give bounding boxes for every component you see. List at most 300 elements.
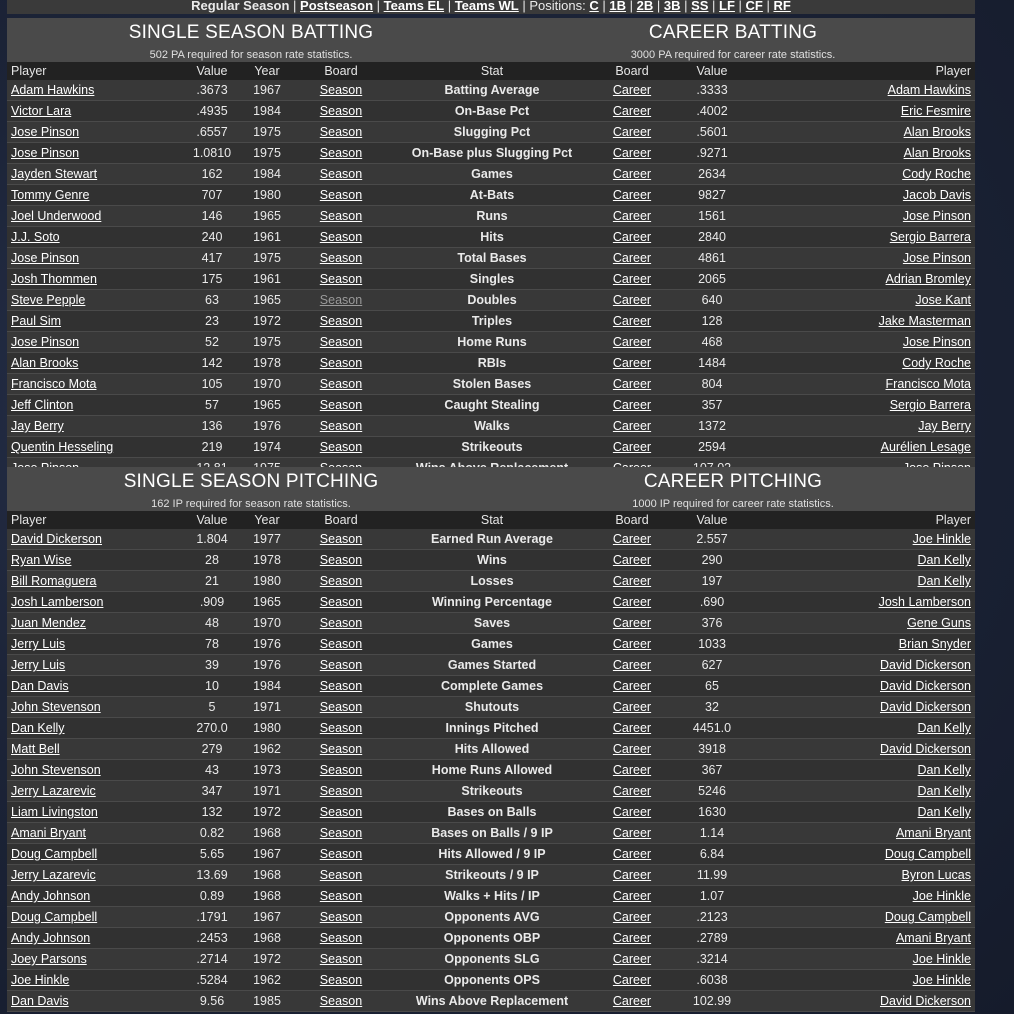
season-year: 1973 [247, 760, 287, 781]
season-player-link[interactable]: John Stevenson [11, 763, 101, 777]
career-board-link[interactable]: Career [612, 595, 652, 609]
career-board-link[interactable]: Career [612, 973, 652, 987]
season-year: 1976 [247, 416, 287, 437]
season-board-cell [287, 227, 395, 248]
career-player-link[interactable]: David Dickerson [879, 742, 971, 756]
season-board-link[interactable]: Season [319, 868, 363, 882]
table-row [7, 353, 975, 374]
season-board-cell [287, 697, 395, 718]
stat-name: Bases on Balls / 9 IP [395, 823, 589, 844]
season-player-link[interactable]: Tommy Genre [11, 188, 90, 202]
season-board-cell [287, 164, 395, 185]
season-value: 105 [177, 374, 247, 395]
season-player-link[interactable]: Adam Hawkins [11, 83, 95, 97]
season-board-link[interactable]: Season [319, 335, 363, 349]
season-board-cell [287, 332, 395, 353]
career-value: 1372 [675, 416, 749, 437]
career-board-link[interactable]: Career [612, 188, 652, 202]
career-board-link[interactable]: Career [612, 910, 652, 924]
season-value: 10 [177, 676, 247, 697]
table-row [7, 185, 975, 206]
table-row [7, 655, 975, 676]
season-player-cell [7, 290, 177, 311]
season-player-link[interactable]: Quentin Hesseling [11, 440, 114, 454]
season-board-link[interactable]: Season [319, 293, 363, 307]
season-board-link[interactable]: Season [319, 931, 363, 945]
career-player-link[interactable]: Amani Bryant [895, 931, 971, 945]
career-player-link[interactable]: Dan Kelly [917, 763, 971, 777]
career-player-link[interactable]: David Dickerson [879, 658, 971, 672]
career-player-link[interactable]: Doug Campbell [884, 910, 971, 924]
header-season-board: Board [287, 511, 395, 529]
career-board-link[interactable]: Career [612, 335, 652, 349]
season-board-cell [287, 781, 395, 802]
season-board-link[interactable]: Season [319, 658, 363, 672]
career-player-link[interactable]: Jacob Davis [902, 188, 971, 202]
career-value: .5601 [675, 122, 749, 143]
career-board-link[interactable]: Career [612, 805, 652, 819]
season-board-cell [287, 739, 395, 760]
career-player-link[interactable]: Dan Kelly [917, 574, 971, 588]
season-player-link[interactable]: Dan Kelly [11, 721, 65, 735]
season-player-link[interactable]: Juan Mendez [11, 616, 87, 630]
career-board-link[interactable]: Career [612, 616, 652, 630]
season-value: 279 [177, 739, 247, 760]
season-board-link[interactable]: Season [319, 763, 363, 777]
career-board-link[interactable]: Career [612, 146, 652, 160]
season-year: 1967 [247, 844, 287, 865]
season-board-link[interactable]: Season [319, 679, 363, 693]
season-player-cell [7, 907, 177, 928]
season-player-link[interactable]: Doug Campbell [11, 910, 98, 924]
season-year: 1972 [247, 802, 287, 823]
career-player-link[interactable]: Amani Bryant [895, 826, 971, 840]
season-player-link[interactable]: Joel Underwood [11, 209, 102, 223]
career-player-cell [749, 634, 975, 655]
season-player-cell [7, 143, 177, 164]
season-board-link[interactable]: Season [319, 356, 363, 370]
season-year: 1975 [247, 248, 287, 269]
career-board-link[interactable]: Career [612, 251, 652, 265]
season-player-cell [7, 928, 177, 949]
career-player-cell [749, 760, 975, 781]
season-board-cell [287, 970, 395, 991]
season-player-cell [7, 164, 177, 185]
career-player-link[interactable]: David Dickerson [879, 994, 971, 1008]
stat-name: Home Runs [395, 332, 589, 353]
career-player-cell [749, 613, 975, 634]
season-value: .4935 [177, 101, 247, 122]
nav-link-teams-wl[interactable]: Teams WL [454, 0, 519, 13]
career-player-cell [749, 227, 975, 248]
career-board-link[interactable]: Career [612, 700, 652, 714]
table-row [7, 718, 975, 739]
career-board-link[interactable]: Career [612, 209, 652, 223]
career-board-link[interactable]: Career [612, 553, 652, 567]
career-board-link[interactable]: Career [612, 952, 652, 966]
season-batting-requirement: 502 PA required for season rate statistics. [149, 49, 353, 61]
season-value: 39 [177, 655, 247, 676]
career-board-link[interactable]: Career [612, 658, 652, 672]
career-board-link[interactable]: Career [612, 377, 652, 391]
career-player-link[interactable]: Jay Berry [918, 419, 971, 433]
position-link-cf[interactable]: CF [745, 0, 763, 13]
career-board-link[interactable]: Career [612, 868, 652, 882]
career-board-link[interactable]: Career [612, 125, 652, 139]
table-row [7, 395, 975, 416]
season-value: 347 [177, 781, 247, 802]
table-row [7, 928, 975, 949]
season-value: .3673 [177, 80, 247, 101]
career-board-cell [589, 550, 675, 571]
season-player-link[interactable]: Amani Bryant [11, 826, 87, 840]
season-board-link[interactable]: Season [319, 104, 363, 118]
career-board-link[interactable]: Career [612, 314, 652, 328]
season-player-link[interactable]: Jerry Lazarevic [11, 784, 96, 798]
pitching-column-headers [7, 511, 975, 529]
career-board-link[interactable]: Career [612, 104, 652, 118]
career-player-link[interactable]: David Dickerson [879, 700, 971, 714]
season-player-link[interactable]: Joe Hinkle [11, 973, 70, 987]
header-season-board: Board [287, 62, 395, 80]
season-player-link[interactable]: Liam Livingston [11, 805, 98, 819]
position-link-ss[interactable]: SS [691, 0, 709, 13]
career-board-link[interactable]: Career [612, 742, 652, 756]
season-player-link[interactable]: Jerry Lazarevic [11, 868, 96, 882]
season-board-link[interactable]: Season [319, 910, 363, 924]
season-player-link[interactable]: Jerry Luis [11, 658, 66, 672]
season-board-link[interactable]: Season [319, 847, 363, 861]
table-row [7, 248, 975, 269]
career-player-cell [749, 802, 975, 823]
season-board-link[interactable]: Season [319, 146, 363, 160]
career-player-link[interactable]: Jake Masterman [878, 314, 971, 328]
career-value: 2.557 [675, 529, 749, 550]
position-link-2b[interactable]: 2B [636, 0, 654, 13]
season-board-link[interactable]: Season [319, 314, 363, 328]
season-board-link[interactable]: Season [319, 826, 363, 840]
season-value: 63 [177, 290, 247, 311]
stat-name: Opponents OBP [395, 928, 589, 949]
nav-separator: | [518, 0, 530, 13]
career-player-link[interactable]: Eric Fesmire [900, 104, 971, 118]
season-board-link[interactable]: Season [319, 419, 363, 433]
career-player-link[interactable]: Jose Pinson [902, 209, 971, 223]
stat-name: Innings Pitched [395, 718, 589, 739]
position-link-3b[interactable]: 3B [663, 0, 681, 13]
career-board-link[interactable]: Career [612, 889, 652, 903]
career-board-link[interactable]: Career [612, 419, 652, 433]
career-player-link[interactable]: Alan Brooks [903, 125, 971, 139]
career-player-link[interactable]: Brian Snyder [898, 637, 971, 651]
season-player-link[interactable]: John Stevenson [11, 700, 101, 714]
career-player-link[interactable]: Francisco Mota [885, 377, 971, 391]
career-board-link[interactable]: Career [612, 272, 652, 286]
career-board-link[interactable]: Career [612, 931, 652, 945]
career-board-link[interactable]: Career [612, 83, 652, 97]
season-board-link[interactable]: Season [319, 973, 363, 987]
career-player-cell [749, 143, 975, 164]
season-player-cell [7, 248, 177, 269]
season-board-link[interactable]: Season [319, 230, 363, 244]
career-player-link[interactable]: Gene Guns [907, 616, 971, 630]
season-board-link[interactable]: Season [319, 721, 363, 735]
season-board-link[interactable]: Season [319, 889, 363, 903]
career-player-link[interactable]: Jose Pinson [902, 335, 971, 349]
season-player-cell [7, 437, 177, 458]
stat-name: Batting Average [395, 80, 589, 101]
career-player-link[interactable]: Adam Hawkins [887, 83, 971, 97]
career-player-link[interactable]: Doug Campbell [884, 847, 971, 861]
career-board-link[interactable]: Career [612, 721, 652, 735]
season-player-link[interactable]: Ryan Wise [11, 553, 72, 567]
career-board-link[interactable]: Career [612, 440, 652, 454]
career-player-link[interactable]: Jose Pinson [902, 251, 971, 265]
career-value: 1561 [675, 206, 749, 227]
career-player-link[interactable]: Cody Roche [902, 356, 971, 370]
season-player-cell [7, 571, 177, 592]
career-pitching-title: CAREER PITCHING [643, 471, 823, 492]
career-board-link[interactable]: Career [612, 763, 652, 777]
season-value: 28 [177, 550, 247, 571]
career-board-link[interactable]: Career [612, 784, 652, 798]
career-player-link[interactable]: David Dickerson [879, 679, 971, 693]
stat-name: Opponents SLG [395, 949, 589, 970]
season-year: 1978 [247, 550, 287, 571]
season-board-link[interactable]: Season [319, 251, 363, 265]
career-board-cell [589, 655, 675, 676]
season-board-cell [287, 269, 395, 290]
nav-link-postseason[interactable]: Postseason [300, 0, 374, 13]
stat-name: On-Base Pct [395, 101, 589, 122]
career-board-cell [589, 206, 675, 227]
season-player-link[interactable]: Steve Pepple [11, 293, 86, 307]
season-player-link[interactable]: Jose Pinson [11, 335, 80, 349]
career-board-cell [589, 311, 675, 332]
career-value: 65 [675, 676, 749, 697]
season-value: .1791 [177, 907, 247, 928]
nav-item-regular-season: Regular Season [191, 0, 290, 13]
season-board-link[interactable]: Season [319, 742, 363, 756]
season-year: 1970 [247, 374, 287, 395]
career-board-link[interactable]: Career [612, 574, 652, 588]
season-player-cell [7, 802, 177, 823]
season-board-link[interactable]: Season [319, 377, 363, 391]
career-board-link[interactable]: Career [612, 847, 652, 861]
career-board-link[interactable]: Career [612, 637, 652, 651]
season-board-link[interactable]: Season [319, 574, 363, 588]
season-player-link[interactable]: Andy Johnson [11, 931, 91, 945]
career-value: 1033 [675, 634, 749, 655]
career-player-link[interactable]: Byron Lucas [901, 868, 971, 882]
season-year: 1968 [247, 928, 287, 949]
season-value: 132 [177, 802, 247, 823]
season-player-cell [7, 101, 177, 122]
season-player-link[interactable]: Francisco Mota [11, 377, 97, 391]
career-board-link[interactable]: Career [612, 679, 652, 693]
season-year: 1967 [247, 907, 287, 928]
season-player-link[interactable]: Dan Davis [11, 994, 69, 1008]
career-player-link[interactable]: Alan Brooks [903, 146, 971, 160]
season-board-link[interactable]: Season [319, 398, 363, 412]
season-year: 1968 [247, 865, 287, 886]
season-value: 146 [177, 206, 247, 227]
career-player-cell [749, 907, 975, 928]
position-link-1b[interactable]: 1B [609, 0, 626, 13]
season-value: .909 [177, 592, 247, 613]
season-value: 417 [177, 248, 247, 269]
career-player-link[interactable]: Adrian Bromley [885, 272, 971, 286]
career-board-link[interactable]: Career [612, 826, 652, 840]
season-player-link[interactable]: Jose Pinson [11, 251, 80, 265]
season-player-cell [7, 844, 177, 865]
career-board-link[interactable]: Career [612, 994, 652, 1008]
table-row [7, 143, 975, 164]
season-board-link[interactable]: Season [319, 700, 363, 714]
stat-name: Bases on Balls [395, 802, 589, 823]
season-player-link[interactable]: Joey Parsons [11, 952, 87, 966]
season-board-link[interactable]: Season [319, 553, 363, 567]
season-player-link[interactable]: J.J. Soto [11, 230, 60, 244]
season-board-link[interactable]: Season [319, 616, 363, 630]
career-player-link[interactable]: Dan Kelly [917, 553, 971, 567]
career-board-link[interactable]: Career [612, 293, 652, 307]
season-player-cell [7, 550, 177, 571]
season-board-link[interactable]: Season [319, 784, 363, 798]
career-player-link[interactable]: Cody Roche [902, 167, 971, 181]
table-row [7, 886, 975, 907]
season-board-link[interactable]: Season [319, 595, 363, 609]
season-player-link[interactable]: Bill Romaguera [11, 574, 97, 588]
season-player-link[interactable]: Andy Johnson [11, 889, 91, 903]
season-year: 1984 [247, 164, 287, 185]
season-player-link[interactable]: Jerry Luis [11, 637, 66, 651]
career-value: 4861 [675, 248, 749, 269]
career-player-link[interactable]: Aurélien Lesage [880, 440, 971, 454]
career-player-link[interactable]: Dan Kelly [917, 805, 971, 819]
stat-name: Hits Allowed / 9 IP [395, 844, 589, 865]
table-row [7, 550, 975, 571]
season-player-link[interactable]: Jose Pinson [11, 125, 80, 139]
career-player-link[interactable]: Joe Hinkle [912, 973, 971, 987]
season-player-link[interactable]: Jay Berry [11, 419, 64, 433]
season-board-link[interactable]: Season [319, 994, 363, 1008]
season-board-link[interactable]: Season [319, 167, 363, 181]
season-value: 57 [177, 395, 247, 416]
position-link-c[interactable]: C [589, 0, 599, 13]
career-board-cell [589, 781, 675, 802]
season-player-link[interactable]: Jose Pinson [11, 146, 80, 160]
season-board-link[interactable]: Season [319, 805, 363, 819]
season-board-link[interactable]: Season [319, 125, 363, 139]
season-player-link[interactable]: Paul Sim [11, 314, 62, 328]
season-value: 0.89 [177, 886, 247, 907]
career-player-cell [749, 991, 975, 1012]
career-board-link[interactable]: Career [612, 398, 652, 412]
career-player-link[interactable]: Dan Kelly [917, 784, 971, 798]
season-board-link[interactable]: Season [319, 209, 363, 223]
season-player-link[interactable]: David Dickerson [11, 532, 103, 546]
career-player-link[interactable]: Sergio Barrera [889, 398, 971, 412]
season-player-link[interactable]: Alan Brooks [11, 356, 79, 370]
season-player-link[interactable]: Doug Campbell [11, 847, 98, 861]
career-player-link[interactable]: Jose Kant [915, 293, 971, 307]
career-player-link[interactable]: Joe Hinkle [912, 532, 971, 546]
position-link-lf[interactable]: LF [719, 0, 735, 13]
career-board-link[interactable]: Career [612, 356, 652, 370]
season-board-link[interactable]: Season [319, 272, 363, 286]
header-career-player: Player [749, 62, 975, 80]
season-player-link[interactable]: Jayden Stewart [11, 167, 98, 181]
career-value: 128 [675, 311, 749, 332]
career-board-cell [589, 80, 675, 101]
stat-name: Winning Percentage [395, 592, 589, 613]
stat-name: Shutouts [395, 697, 589, 718]
career-board-cell [589, 374, 675, 395]
season-value: 5 [177, 697, 247, 718]
career-board-link[interactable]: Career [612, 230, 652, 244]
season-player-link[interactable]: Josh Lamberson [11, 595, 104, 609]
career-board-cell [589, 353, 675, 374]
table-row [7, 80, 975, 101]
season-value: 162 [177, 164, 247, 185]
career-pitching-requirement: 1000 IP required for career rate statistics. [632, 498, 834, 510]
career-player-cell [749, 571, 975, 592]
career-player-link[interactable]: Sergio Barrera [889, 230, 971, 244]
season-board-cell [287, 311, 395, 332]
career-player-link[interactable]: Dan Kelly [917, 721, 971, 735]
career-player-cell [749, 928, 975, 949]
season-player-link[interactable]: Josh Thommen [11, 272, 97, 286]
career-player-cell [749, 353, 975, 374]
season-player-link[interactable]: Matt Bell [11, 742, 60, 756]
table-row [7, 823, 975, 844]
nav-link-teams-el[interactable]: Teams EL [383, 0, 445, 13]
season-player-cell [7, 676, 177, 697]
season-player-link[interactable]: Dan Davis [11, 679, 69, 693]
career-player-link[interactable]: Josh Lamberson [878, 595, 971, 609]
season-board-cell [287, 844, 395, 865]
position-link-rf[interactable]: RF [773, 0, 791, 13]
career-board-link[interactable]: Career [612, 532, 652, 546]
season-board-link[interactable]: Season [319, 637, 363, 651]
career-board-link[interactable]: Career [612, 167, 652, 181]
nav-separator: | [762, 0, 774, 13]
season-board-link[interactable]: Season [319, 952, 363, 966]
stat-name: Total Bases [395, 248, 589, 269]
season-player-link[interactable]: Jeff Clinton [11, 398, 74, 412]
stat-name: Games Started [395, 655, 589, 676]
table-row [7, 311, 975, 332]
career-player-link[interactable]: Joe Hinkle [912, 889, 971, 903]
season-board-cell [287, 80, 395, 101]
career-value: 2594 [675, 437, 749, 458]
career-player-cell [749, 101, 975, 122]
season-player-cell [7, 823, 177, 844]
season-player-link[interactable]: Victor Lara [11, 104, 72, 118]
career-player-cell [749, 311, 975, 332]
season-board-link[interactable]: Season [319, 188, 363, 202]
table-row [7, 416, 975, 437]
table-row [7, 592, 975, 613]
nav-separator: | [680, 0, 692, 13]
season-board-link[interactable]: Season [319, 532, 363, 546]
season-board-link[interactable]: Season [319, 83, 363, 97]
career-player-link[interactable]: Joe Hinkle [912, 952, 971, 966]
career-board-cell [589, 886, 675, 907]
season-board-link[interactable]: Season [319, 440, 363, 454]
career-value: 9827 [675, 185, 749, 206]
